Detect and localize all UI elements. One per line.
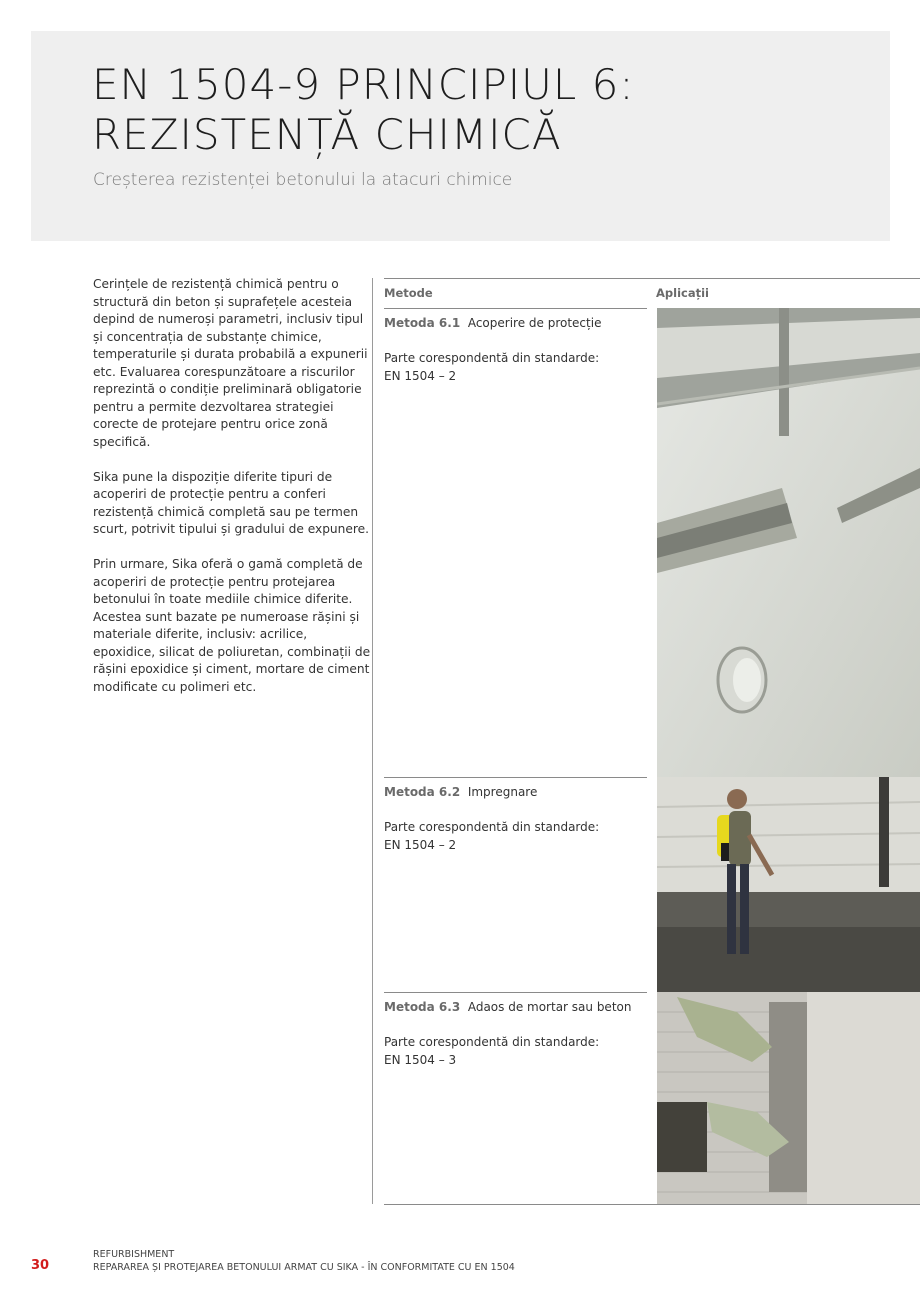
method-label: Metoda 6.2 [384, 785, 461, 799]
standard-reference-label: Parte corespondentă din standarde: [384, 820, 600, 834]
intro-paragraph: Prin urmare, Sika oferă o gamă completă de acoperiri de protecție pentru protejarea betonului în toate mediile chimice diferite. Acestea sunt bazate pe numeroase rășini și materiale diferite, inclusiv: acrilice, epoxidice, silicat de poliuretan, combinații de rășini epoxidice și ciment, mortare de ciment modificate cu polimeri etc. [93, 557, 371, 694]
method-row [384, 784, 646, 854]
intro-paragraph: Sika pune la dispoziție diferite tipuri de acoperiri de protecție pentru a conferi rezistență chimică completă sau pe termen scurt, potrivit tipului și gradului de expunere. [93, 469, 369, 536]
page-subtitle: Creșterea rezistenței betonului la atacuri chimice [93, 170, 513, 190]
coated-concrete-wall-photo [657, 308, 920, 777]
table-divider-vertical [372, 278, 373, 1204]
title-line-2: REZISTENȚĂ CHIMICĂ [92, 110, 562, 159]
title-line-1: EN 1504-9 PRINCIPIUL 6: [92, 60, 635, 109]
standard-reference-label: Parte corespondentă din standarde: [384, 351, 600, 365]
floor-impregnation-spraying-photo [657, 777, 920, 992]
method-row [384, 999, 646, 1069]
method-row [384, 315, 646, 385]
table-bottom-rule [384, 1204, 920, 1205]
row-divider [384, 992, 647, 993]
method-name: Impregnare [467, 785, 538, 799]
footer-line-1: REFURBISHMENT [93, 1249, 175, 1260]
standard-reference-value: EN 1504 – 2 [384, 368, 457, 383]
standard-reference-label: Parte corespondentă din standarde: [384, 1035, 600, 1049]
column-header-applications: Aplicații [656, 286, 709, 300]
footer-line-2: REPARAREA ȘI PROTEJAREA BETONULUI ARMAT CU SIKA - ÎN CONFORMITATE CU EN 1504 [93, 1262, 515, 1273]
standard-reference-value: EN 1504 – 2 [384, 837, 457, 852]
footer-text [93, 1248, 515, 1274]
page-number: 30 [31, 1258, 50, 1273]
mortar-trowel-application-photo [657, 992, 920, 1204]
method-label: Metoda 6.3 [384, 1000, 461, 1014]
method-label: Metoda 6.1 [384, 316, 461, 330]
column-header-methods: Metode [384, 286, 433, 300]
page-title [92, 60, 635, 160]
intro-paragraph: Cerințele de rezistență chimică pentru o structură din beton și suprafețele acesteia depind de numeroși parametri, inclusiv tipul și concentrația de substanțe chimice, temperaturile și durata probabilă a expunerii etc. Evaluarea corespunzătoare a riscurilor reprezintă o condiție preliminară obligatorie pentru a permite dezvoltarea strategiei corecte de protejare pentru orice zonă specifică. [93, 277, 368, 449]
method-name: Adaos de mortar sau beton [467, 1000, 632, 1014]
intro-text [93, 276, 371, 714]
row-divider [384, 777, 647, 778]
method-name: Acoperire de protecție [467, 316, 602, 330]
table-top-rule [384, 278, 920, 279]
standard-reference-value: EN 1504 – 3 [384, 1052, 457, 1067]
table-header-rule [384, 308, 647, 309]
